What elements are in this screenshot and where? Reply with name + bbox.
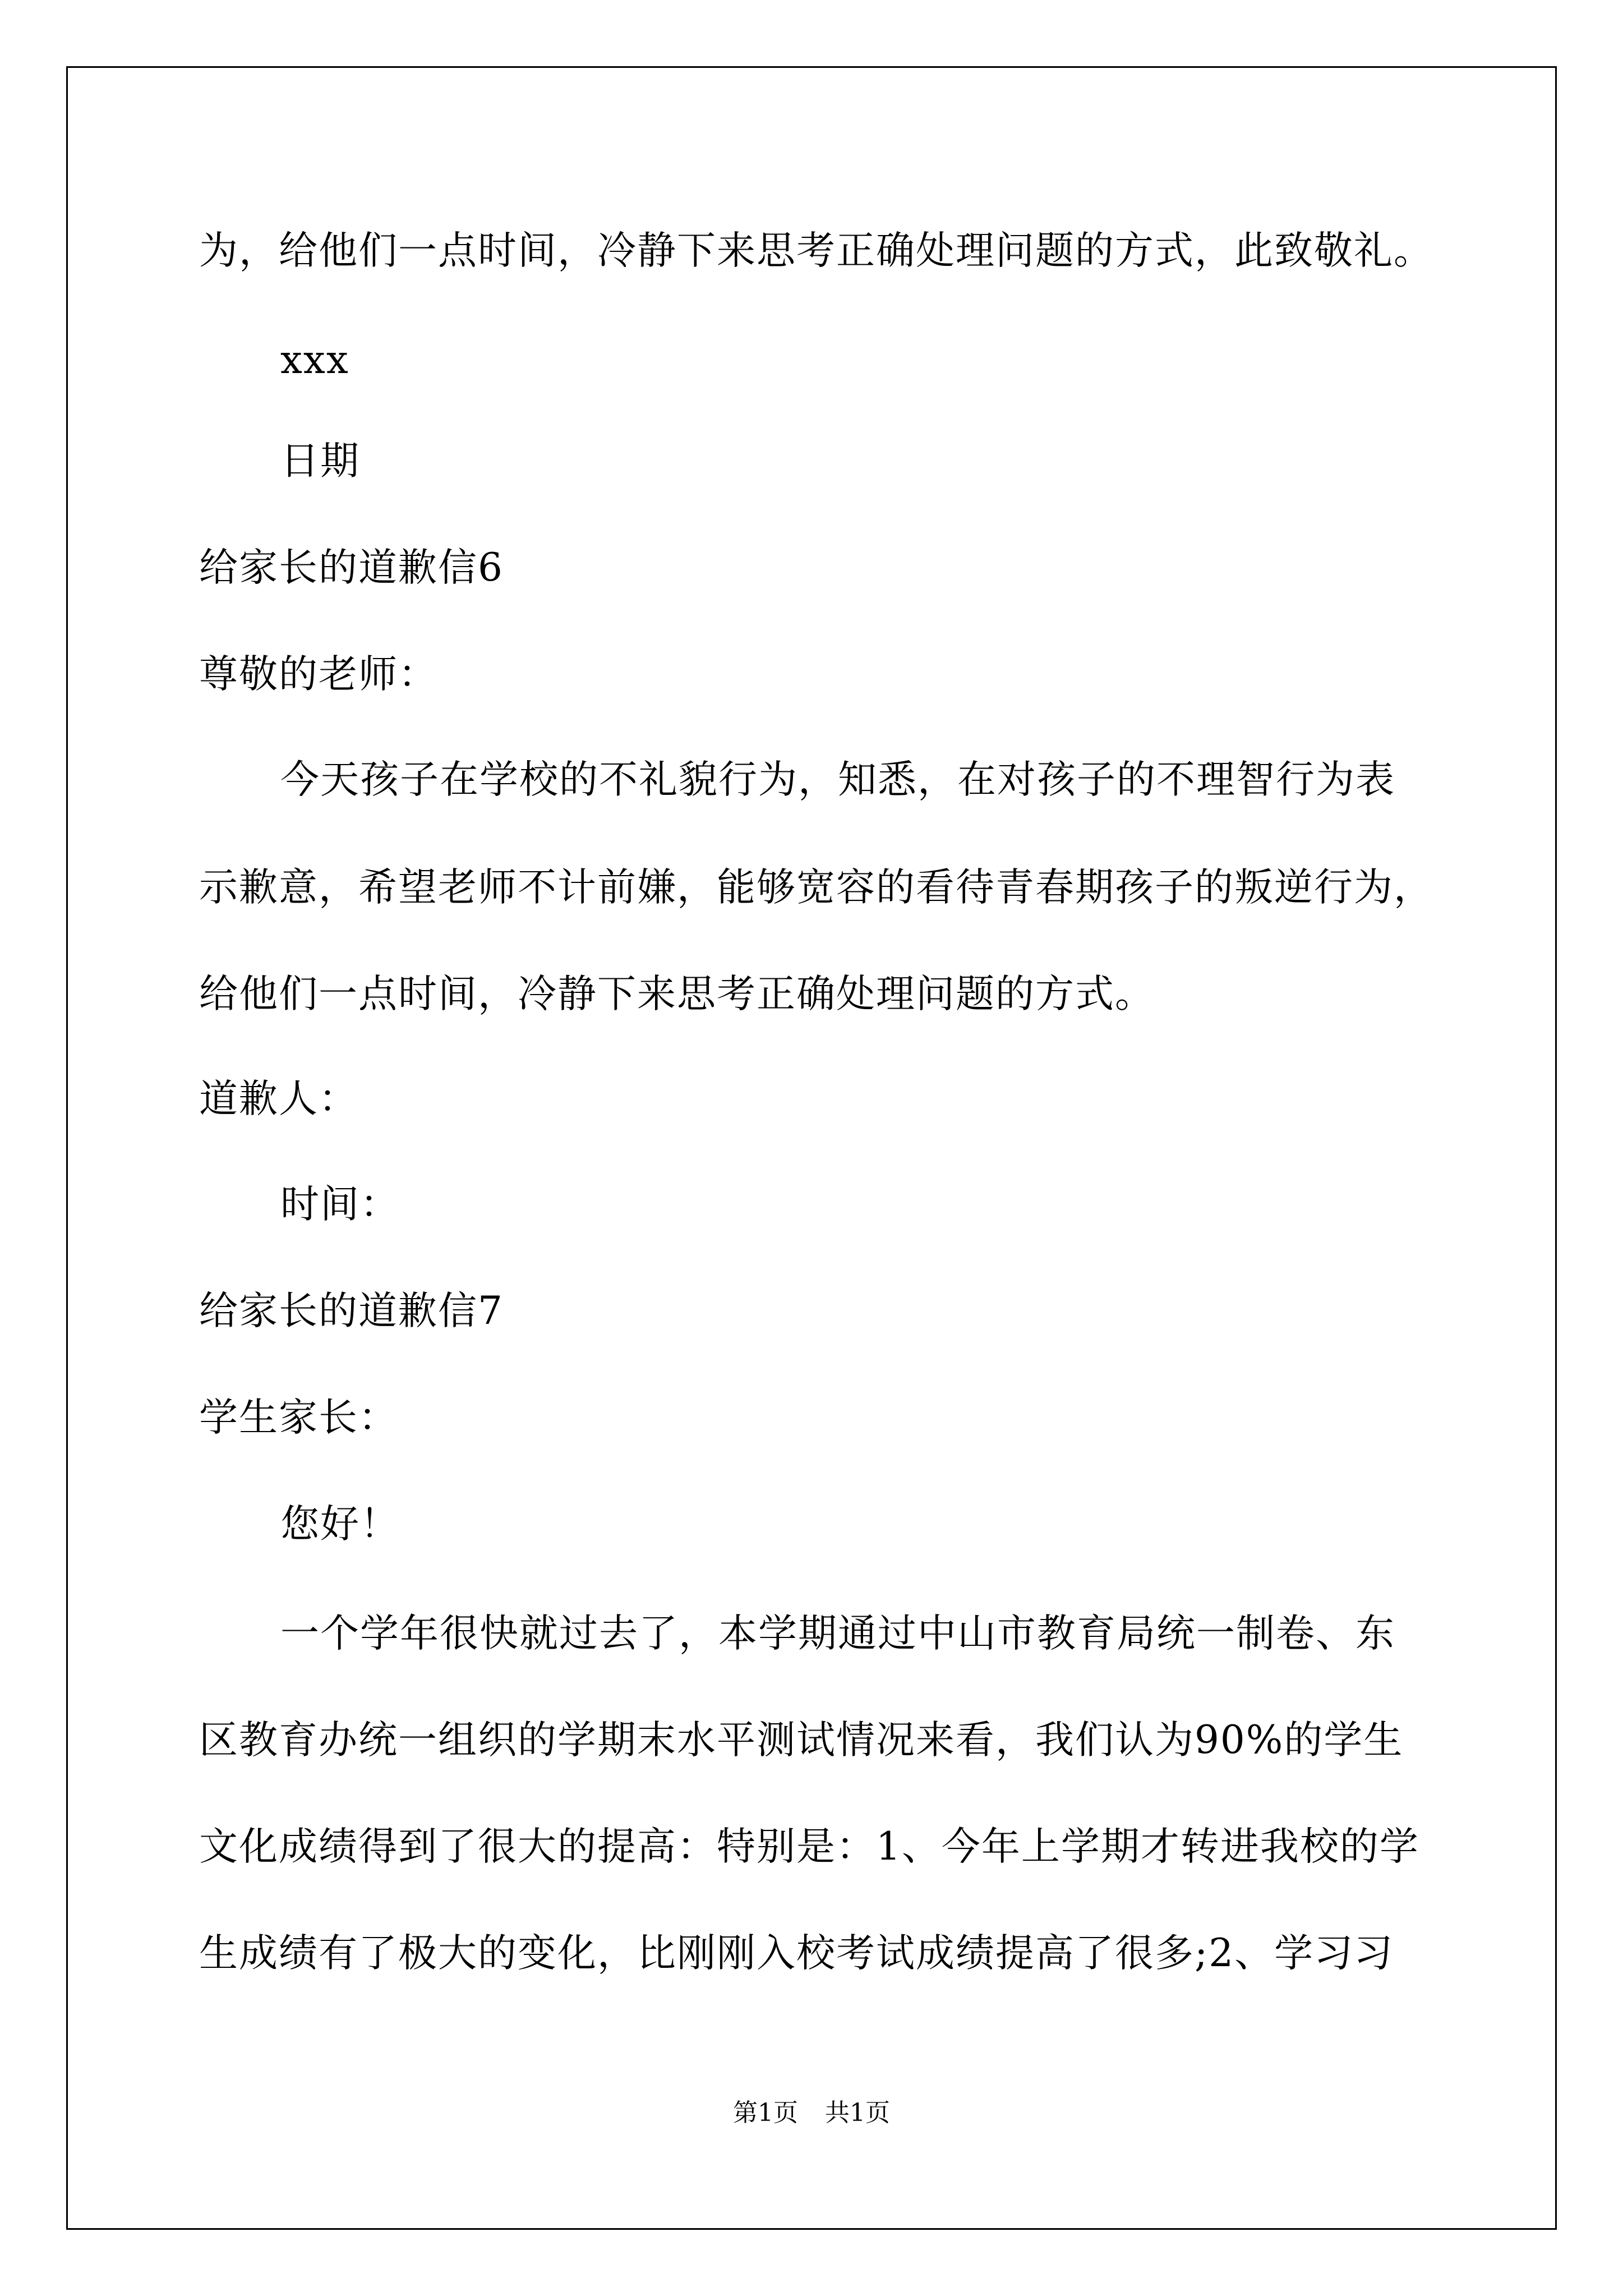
body-paragraph-line: 文化成绩得到了很大的提高：特别是：1、今年上学期才转进我校的学 [199, 1824, 1419, 1869]
salutation-teacher: 尊敬的老师： [199, 652, 438, 697]
body-paragraph-line: 一个学年很快就过去了，本学期通过中山市教育局统一制卷、东 [280, 1611, 1395, 1656]
body-paragraph-line: 今天孩子在学校的不礼貌行为，知悉，在对孩子的不理智行为表 [280, 757, 1395, 802]
closing-line: 为，给他们一点时间，冷静下来思考正确处理问题的方式，此致敬礼。 [199, 228, 1433, 273]
apologizer-label: 道歉人： [199, 1076, 358, 1121]
letter-title-7: 给家长的道歉信7 [199, 1289, 504, 1333]
body-paragraph-line: 给他们一点时间，冷静下来思考正确处理问题的方式。 [199, 972, 1155, 1016]
page-footer [0, 2101, 1623, 2125]
body-paragraph-line: 示歉意，希望老师不计前嫌，能够宽容的看待青春期孩子的叛逆行为， [199, 865, 1433, 910]
time-label: 时间： [280, 1182, 400, 1227]
page-total: 共1页 [825, 2099, 890, 2127]
signature-date: 日期 [280, 439, 360, 484]
letter-title-6: 给家长的道歉信6 [199, 545, 504, 590]
salutation-parents: 学生家长： [199, 1395, 398, 1440]
page-border [66, 66, 1557, 2230]
body-paragraph-line: 区教育办统一组织的学期末水平测试情况来看，我们认为90%的学生 [199, 1718, 1404, 1763]
signature-name: xxx [280, 338, 349, 383]
page-number: 第1页 [733, 2099, 798, 2127]
greeting: 您好！ [280, 1502, 400, 1547]
body-paragraph-line: 生成绩有了极大的变化，比刚刚入校考试成绩提高了很多;2、学习习 [199, 1931, 1394, 1976]
